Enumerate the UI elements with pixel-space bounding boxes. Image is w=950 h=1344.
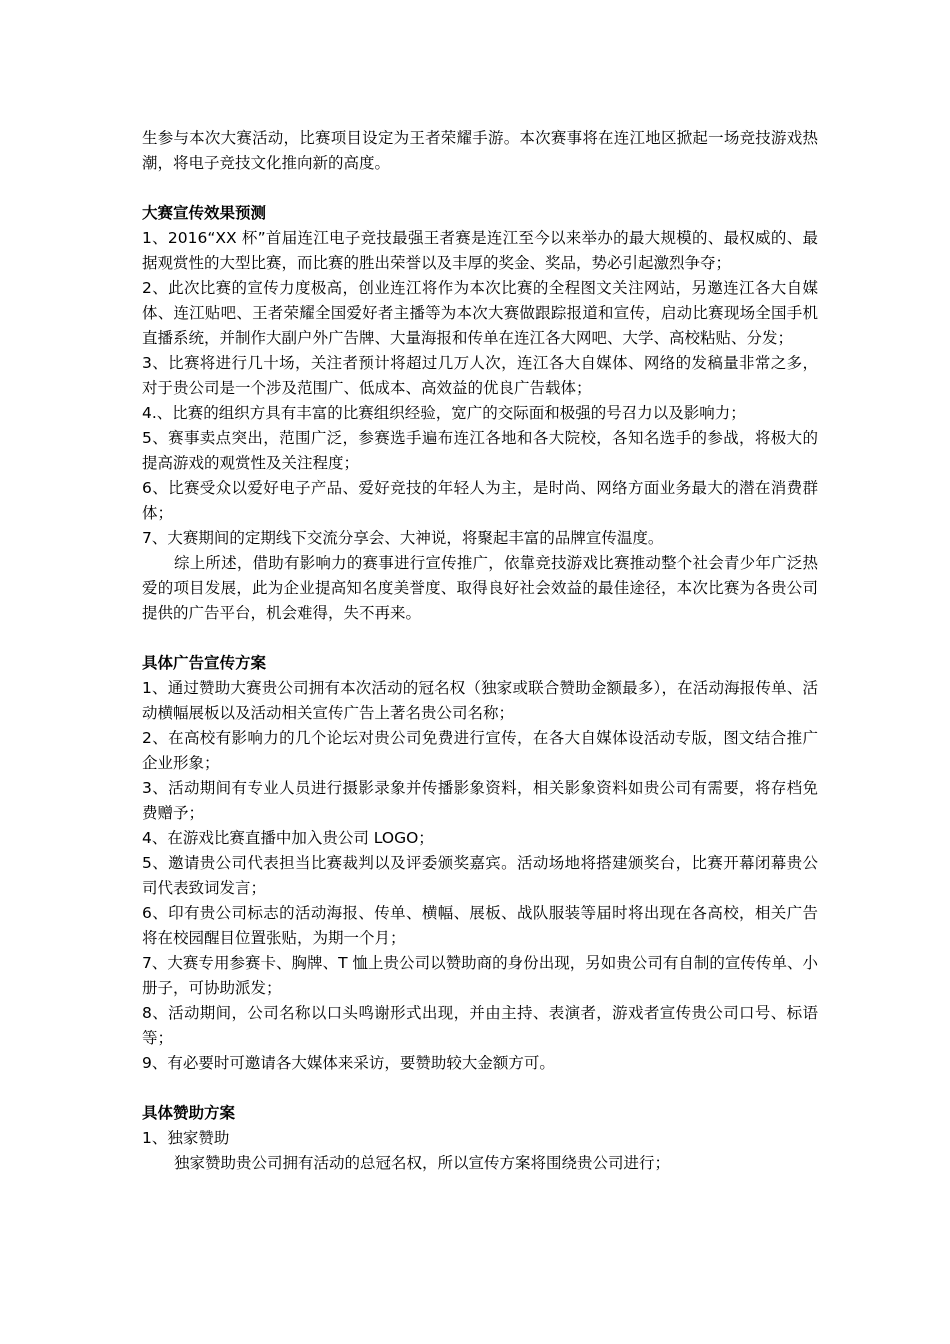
section-heading-ad-plan: 具体广告宣传方案 [142,654,267,672]
list-item: 6、比赛受众以爱好电子产品、爱好竞技的年轻人为主，是时尚、网络方面业务最大的潜在消费群体； [142,479,818,522]
intro-paragraph: 生参与本次大赛活动，比赛项目设定为王者荣耀手游。本次赛事将在连江地区掀起一场竞技游戏热潮，将电子竞技文化推向新的高度。 [142,129,818,172]
spacer [142,626,818,651]
section-heading-sponsor-plan: 具体赞助方案 [142,1104,236,1122]
summary-paragraph: 综上所述，借助有影响力的赛事进行宣传推广，依靠竞技游戏比赛推动整个社会青少年广泛热爱的项目发展，此为企业提高知名度美誉度、取得良好社会效益的最佳途径，本次比赛为各贵公司提供的广告平台，机会难得，失不再来。 [142,554,818,622]
list-item: 4、在游戏比赛直播中加入贵公司 LOGO； [142,829,434,847]
list-item: 9、有必要时可邀请各大媒体来采访，要赞助较大金额方可。 [142,1054,555,1072]
spacer [142,176,818,201]
list-item: 4.、比赛的组织方具有丰富的比赛组织经验，宽广的交际面和极强的号召力以及影响力； [142,404,746,422]
list-item: 1、独家赞助 [142,1129,230,1147]
list-item: 3、活动期间有专业人员进行摄影录象并传播影象资料，相关影象资料如贵公司有需要，将存档免费赠予； [142,779,818,822]
list-item: 2、此次比赛的宣传力度极高，创业连江将作为本次比赛的全程图文关注网站，另邀连江各大自媒体、连江贴吧、王者荣耀全国爱好者主播等为本次大赛做跟踪报道和宣传，启动比赛现场全国手机直播系统，并制作大副户外广告牌、大量海报和传单在连江各大网吧、大学、高校粘贴、分发； [142,279,818,347]
list-item: 3、比赛将进行几十场，关注者预计将超过几万人次，连江各大自媒体、网络的发稿量非常之多，对于贵公司是一个涉及范围广、低成本、高效益的优良广告载体； [142,354,818,397]
sponsor-description: 独家赞助贵公司拥有活动的总冠名权，所以宣传方案将围绕贵公司进行； [174,1154,671,1172]
list-item: 5、赛事卖点突出，范围广泛，参赛选手遍布连江各地和各大院校，各知名选手的参战，将极大的提高游戏的观赏性及关注程度； [142,429,818,472]
document-page [142,126,818,1176]
list-item: 1、通过赞助大赛贵公司拥有本次活动的冠名权（独家或联合赞助金额最多），在活动海报传单、活动横幅展板以及活动相关宣传广告上著名贵公司名称； [142,679,818,722]
list-item: 5、邀请贵公司代表担当比赛裁判以及评委颁奖嘉宾。活动场地将搭建颁奖台，比赛开幕闭幕贵公司代表致词发言； [142,854,818,897]
section-heading-effect: 大赛宣传效果预测 [142,204,267,222]
list-item: 2、在高校有影响力的几个论坛对贵公司免费进行宣传，在各大自媒体设活动专版，图文结合推广企业形象； [142,729,818,772]
list-item: 7、大赛专用参赛卡、胸牌、T 恤上贵公司以赞助商的身份出现，另如贵公司有自制的宣传传单、小册子，可协助派发； [142,954,818,997]
list-item: 6、印有贵公司标志的活动海报、传单、横幅、展板、战队服装等届时将出现在各高校，相关广告将在校园醒目位置张贴，为期一个月； [142,904,818,947]
list-item: 7、大赛期间的定期线下交流分享会、大神说，将聚起丰富的品牌宣传温度。 [142,529,664,547]
spacer [142,1076,818,1101]
list-item: 1、2016“XX 杯”首届连江电子竞技最强王者赛是连江至今以来举办的最大规模的、最权威的、最据观赏性的大型比赛，而比赛的胜出荣誉以及丰厚的奖金、奖品，势必引起激烈争夺； [142,229,818,272]
list-item: 8、活动期间，公司名称以口头鸣谢形式出现，并由主持、表演者，游戏者宣传贵公司口号、标语等； [142,1004,818,1047]
